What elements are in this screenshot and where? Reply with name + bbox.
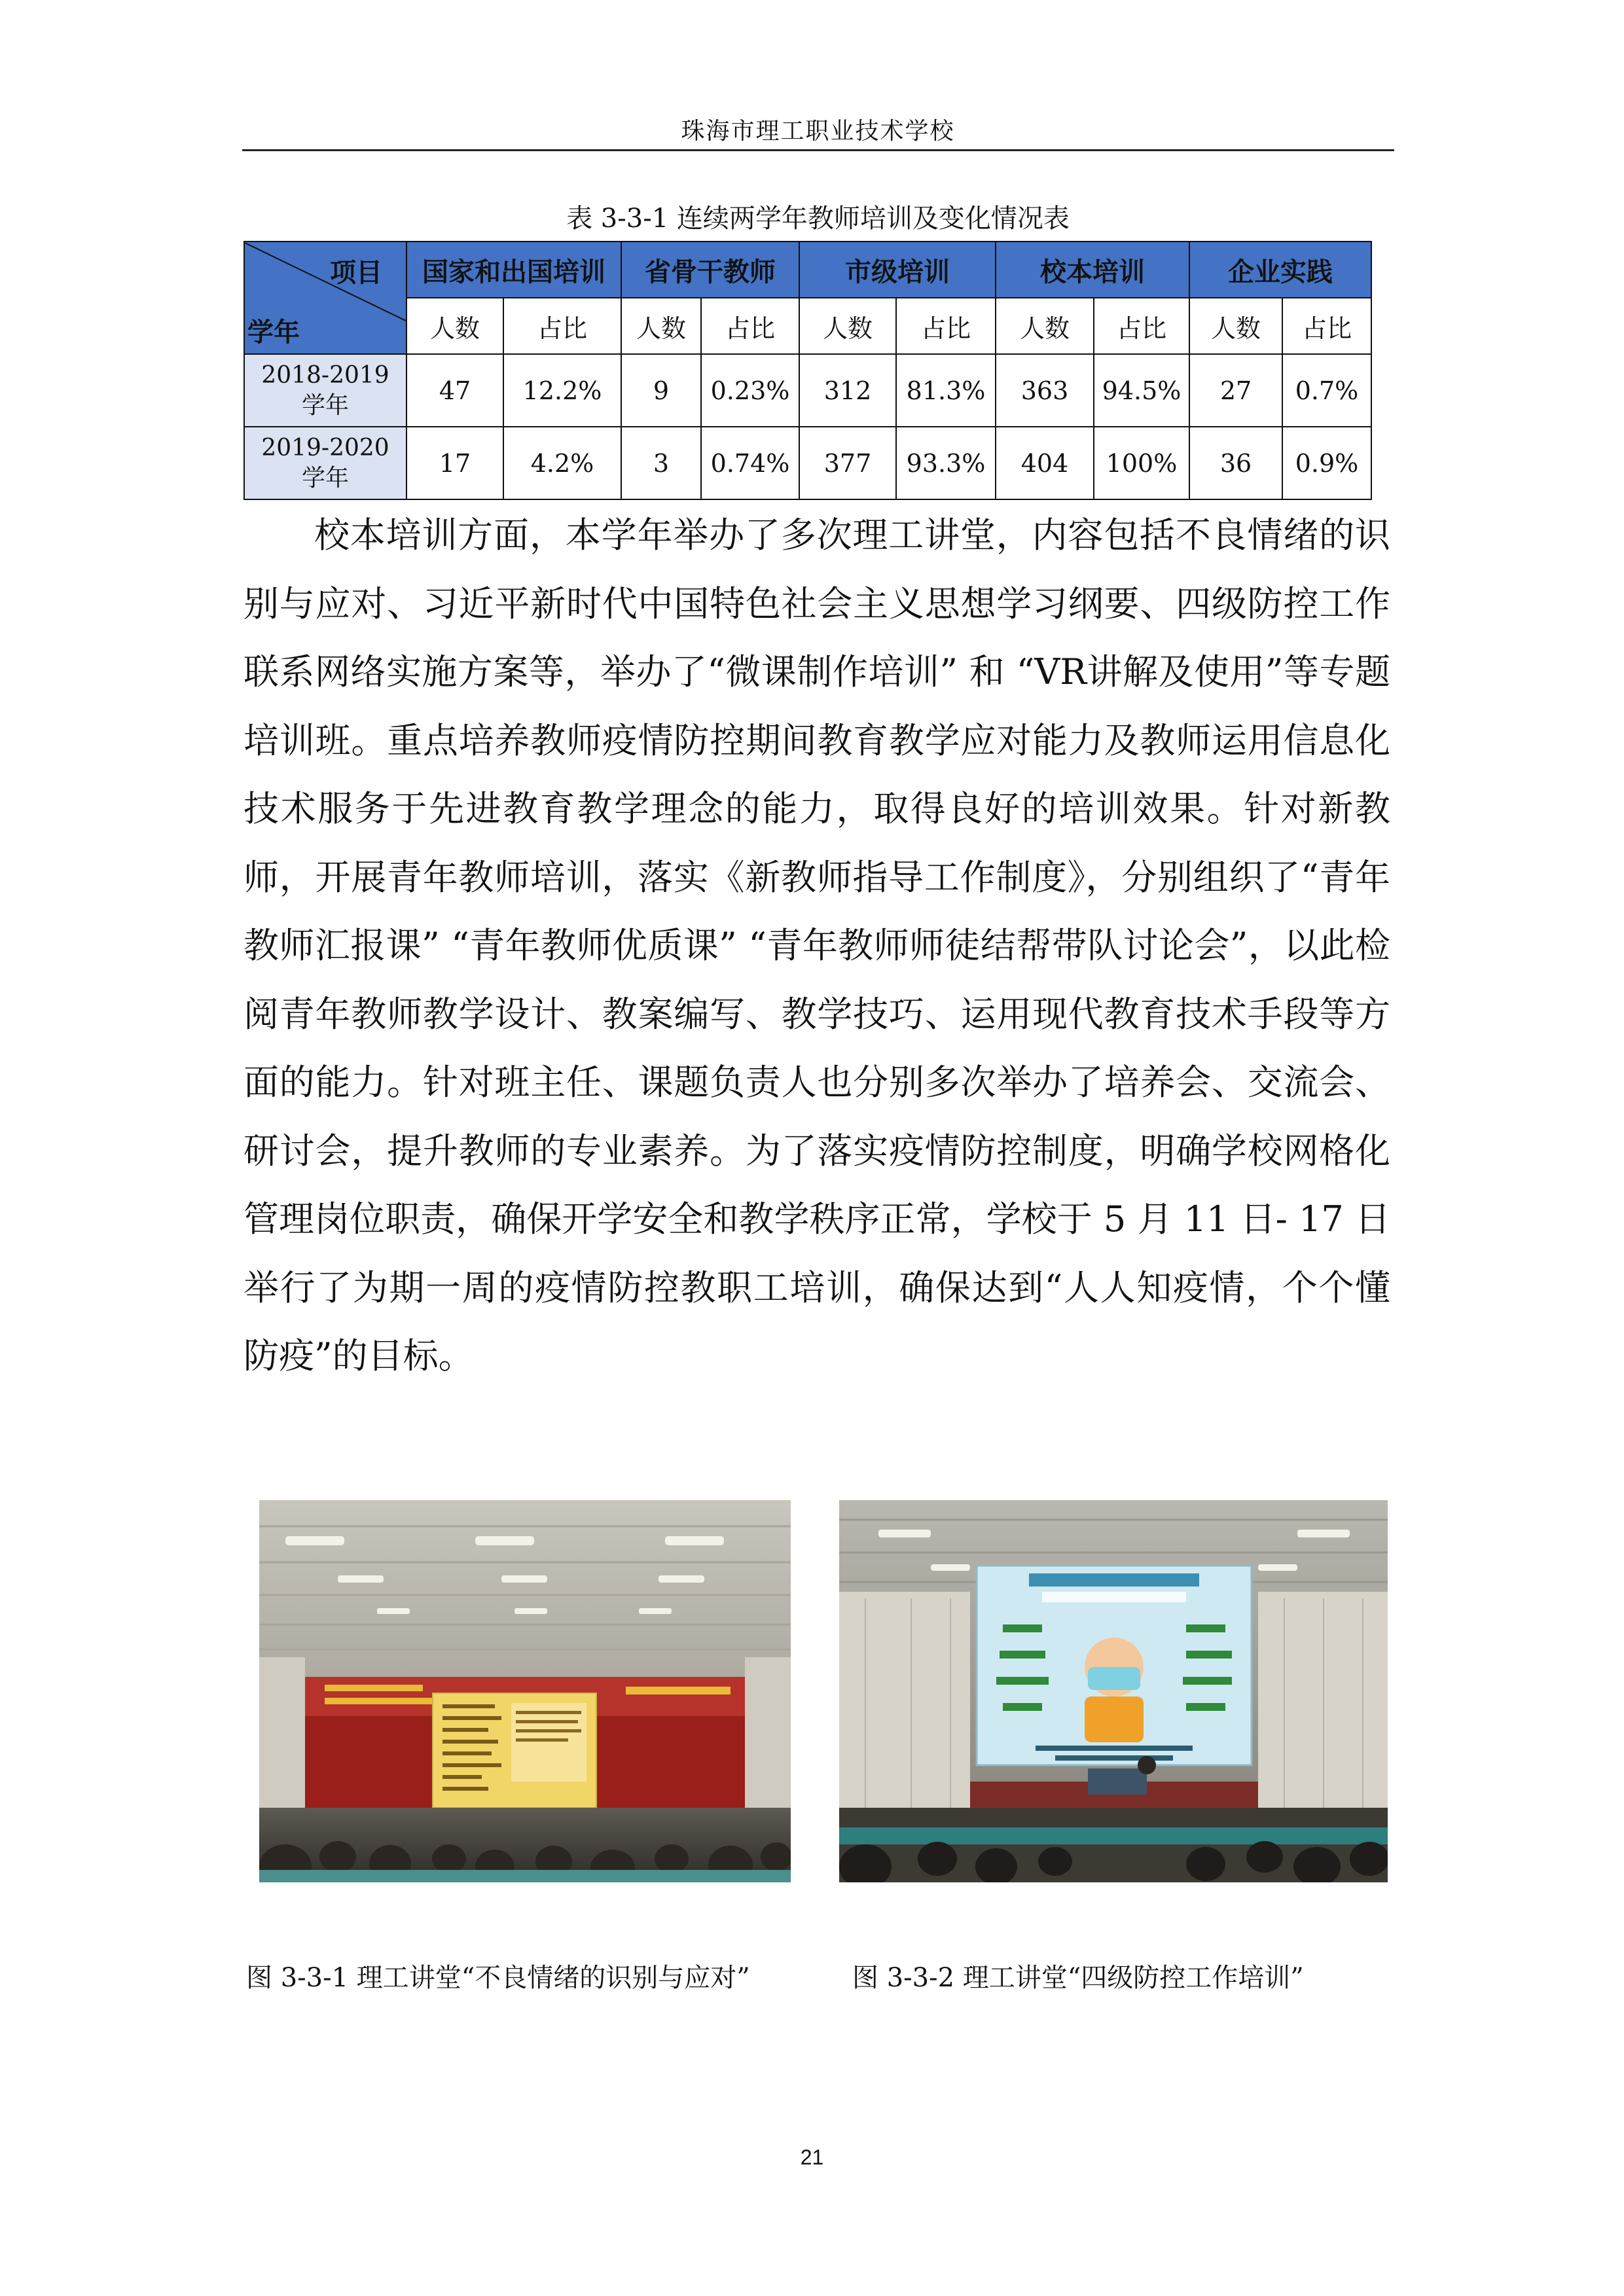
page-header: 珠海市理工职业技术学校 <box>681 118 955 145</box>
page-number: 21 <box>800 2145 824 2169</box>
table-cell: 0.9% <box>1282 427 1371 499</box>
figure-caption-2: 图 3-3-2 理工讲堂“四级防控工作培训” <box>852 1963 1304 1993</box>
table-cell: 36 <box>1189 427 1282 499</box>
table-cell: 93.3% <box>896 427 996 499</box>
sub-header: 占比 <box>701 298 799 354</box>
header-divider <box>242 149 1394 151</box>
year-range: 2018-2019 <box>261 361 389 389</box>
sub-header: 人数 <box>406 298 503 354</box>
table-cell: 312 <box>799 354 896 427</box>
table-cell: 404 <box>996 427 1094 499</box>
sub-header: 人数 <box>621 298 701 354</box>
year-cell <box>244 354 406 427</box>
year-cell <box>244 427 406 499</box>
group-header: 国家和出国培训 <box>406 242 621 298</box>
group-header: 企业实践 <box>1189 242 1371 298</box>
year-suffix: 学年 <box>301 391 349 419</box>
table-cell: 0.74% <box>701 427 799 499</box>
year-suffix: 学年 <box>301 464 349 492</box>
table-cell: 3 <box>621 427 701 499</box>
table-cell: 0.23% <box>701 354 799 427</box>
photo-lecture-prevention <box>839 1500 1388 1882</box>
year-range: 2019-2020 <box>261 434 389 461</box>
table-row <box>244 427 1371 499</box>
sub-header: 人数 <box>799 298 896 354</box>
table-cell: 377 <box>799 427 896 499</box>
body-paragraph: 校本培训方面，本学年举办了多次理工讲堂，内容包括不良情绪的识别与应对、习近平新时代中国特色社会主义思想学习纲要、四级防控工作联系网络实施方案等，举办了“微课制作培训” 和 “VR讲解及使用”等专题培训班。重点培养教师疫情防控期间教育教学应对能力及教师运用信息化技术服务于先进教育教学理念的能力，取得良好的培训效果。针对新教师，开展青年教师培训，落实《新教师指导工作制度》，分别组织了“青年教师汇报课” “青年教师优质课” “青年教师师徒结帮带队讨论会”，以此检阅青年教师教学设计、教案编写、教学技巧、运用现代教育技术手段等方面的能力。针对班主任、课题负责人也分别多次举办了培养会、交流会、研讨会，提升教师的专业素养。为了落实疫情防控制度，明确学校网格化管理岗位职责，确保开学安全和教学秩序正常，学校于 5 月 11 日- 17 日举行了为期一周的疫情防控教职工培训，确保达到“人人知疫情，个个懂防疫”的目标。 <box>244 514 1390 1376</box>
table-cell: 94.5% <box>1094 354 1189 427</box>
table-cell: 4.2% <box>503 427 621 499</box>
corner-label-year: 学年 <box>247 317 300 348</box>
table-cell: 47 <box>406 354 503 427</box>
sub-header: 占比 <box>1282 298 1371 354</box>
sub-header: 占比 <box>1094 298 1189 354</box>
photo-lecture-emotions <box>259 1500 791 1882</box>
sub-header: 人数 <box>1189 298 1282 354</box>
table-row <box>244 354 1371 427</box>
sub-header: 占比 <box>896 298 996 354</box>
corner-label-item: 项目 <box>330 258 382 288</box>
table-cell: 0.7% <box>1282 354 1371 427</box>
sub-header: 人数 <box>996 298 1094 354</box>
table-cell: 17 <box>406 427 503 499</box>
sub-header: 占比 <box>503 298 621 354</box>
group-header: 省骨干教师 <box>621 242 799 298</box>
group-header: 校本培训 <box>996 242 1189 298</box>
training-table <box>244 241 1372 500</box>
figure-caption-1: 图 3-3-1 理工讲堂“不良情绪的识别与应对” <box>246 1963 750 1993</box>
table-cell: 100% <box>1094 427 1189 499</box>
table-cell: 27 <box>1189 354 1282 427</box>
table-cell: 12.2% <box>503 354 621 427</box>
group-header: 市级培训 <box>799 242 996 298</box>
table-cell: 81.3% <box>896 354 996 427</box>
table-cell: 363 <box>996 354 1094 427</box>
table-caption: 表 3-3-1 连续两学年教师培训及变化情况表 <box>566 204 1070 234</box>
table-corner-header <box>244 242 406 354</box>
table-cell: 9 <box>621 354 701 427</box>
